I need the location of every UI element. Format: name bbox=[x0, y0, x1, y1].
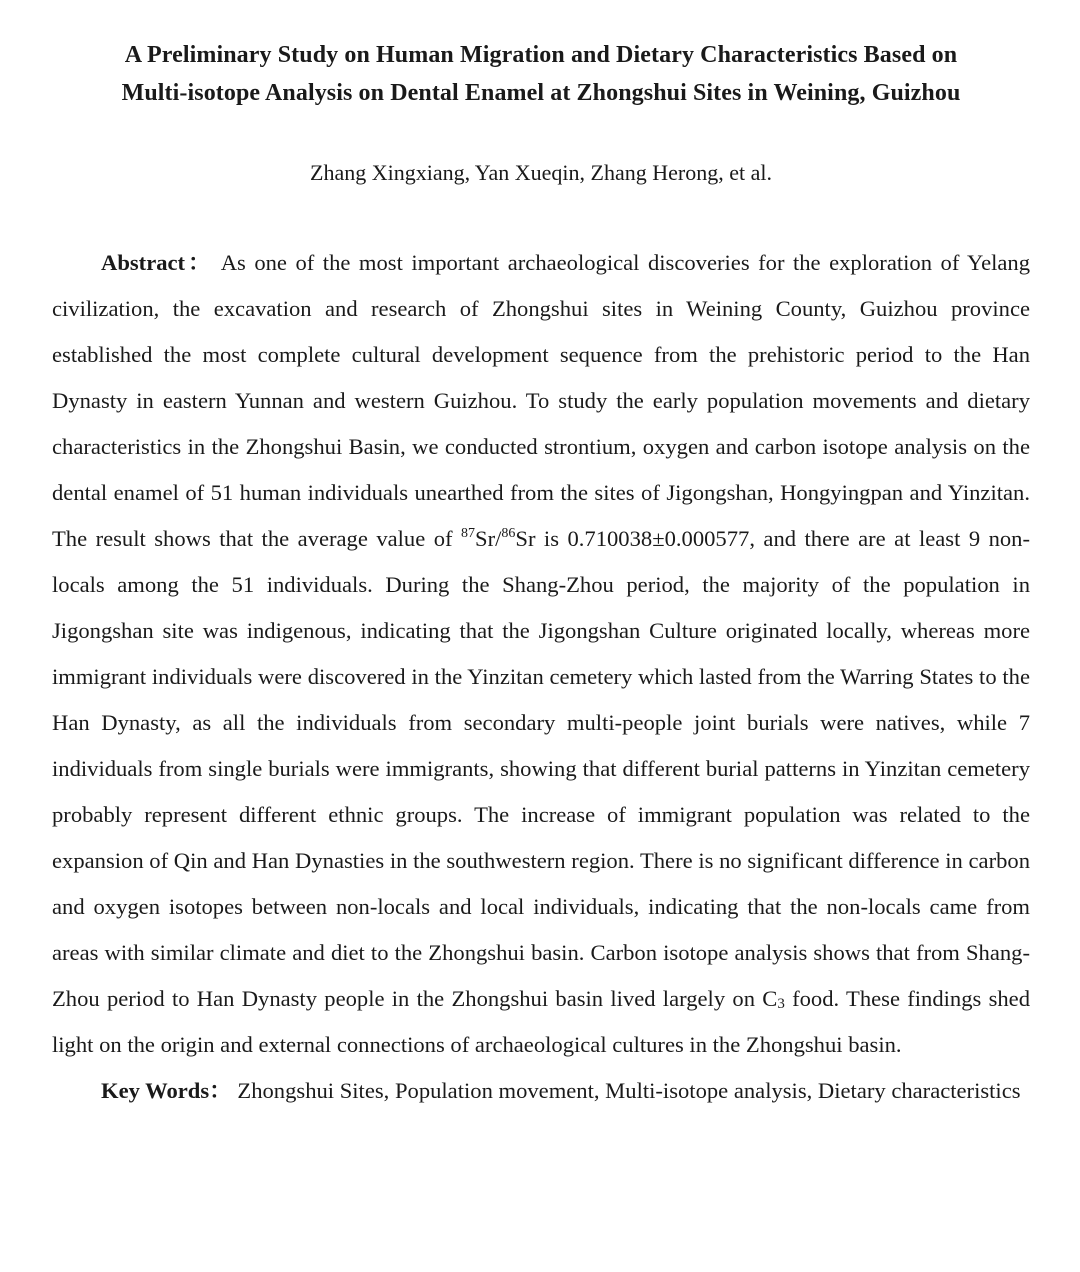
paper-page bbox=[52, 36, 1030, 1114]
keywords-paragraph bbox=[52, 1068, 1030, 1114]
carbon-subscript: 3 bbox=[777, 996, 785, 1012]
author-list: Zhang Xingxiang, Yan Xueqin, Zhang Herong, et al. bbox=[310, 160, 772, 185]
abstract-label: Abstract： bbox=[101, 250, 214, 275]
isotope-superscript-86: 86 bbox=[501, 526, 516, 541]
paper-title bbox=[52, 36, 1030, 112]
abstract-text-part-2: Sr is 0.710038±0.000577, and there are at least 9 non-locals among the 51 individuals. During the Shang-Zhou period, the majority of the population in Jigongshan site was indigenous, indicating that the Jigongshan Culture originated locally, whereas more immigrant individuals were discovered in the Yinzitan cemetery which lasted from the Warring States to the Han Dynasty, as all the individuals from secondary multi-people joint burials were natives, while 7 individuals from single burials were immigrants, showing that different burial patterns in Yinzitan cemetery probably represent different ethnic groups. The increase of immigrant population was related to the expansion of Qin and Han Dynasties in the southwestern region. There is no significant difference in carbon and oxygen isotopes between non-locals and local individuals, indicating that the non-locals came from areas with similar climate and diet to the Zhongshui basin. Carbon isotope analysis shows that from Shang-Zhou period to Han Dynasty people in the Zhongshui basin lived largely on C bbox=[52, 526, 1030, 1011]
title-line-1: A Preliminary Study on Human Migration and Dietary Characteristics Based on bbox=[124, 42, 958, 68]
keywords-text: Zhongshui Sites, Population movement, Multi-isotope analysis, Dietary characteristics bbox=[231, 1078, 1021, 1103]
abstract-text-part-1: As one of the most important archaeological discoveries for the exploration of Yelang civilization, the excavation and research of Zhongshui sites in Weining County, Guizhou province established the most complete cultural development sequence from the prehistoric period to the Han Dynasty in eastern Yunnan and western Guizhou. To study the early population movements and dietary characteristics in the Zhongshui Basin, we conducted strontium, oxygen and carbon isotope analysis on the dental enamel of 51 human individuals unearthed from the sites of Jigongshan, Hongyingpan and Yinzitan. The result shows that the average value of bbox=[52, 250, 1031, 551]
strontium-symbol: Sr/ bbox=[475, 526, 502, 551]
title-line-2: Multi-isotope Analysis on Dental Enamel at Zhongshui Sites in Weining, Guizhou bbox=[121, 80, 961, 106]
keywords-label: Key Words： bbox=[101, 1078, 232, 1103]
isotope-superscript-87: 87 bbox=[461, 526, 475, 541]
abstract-paragraph bbox=[52, 240, 1030, 1068]
abstract-text-part-3: food. These findings shed light on the origin and external connections of archaeological cultures in the Zhongshui basin. bbox=[52, 986, 1030, 1057]
